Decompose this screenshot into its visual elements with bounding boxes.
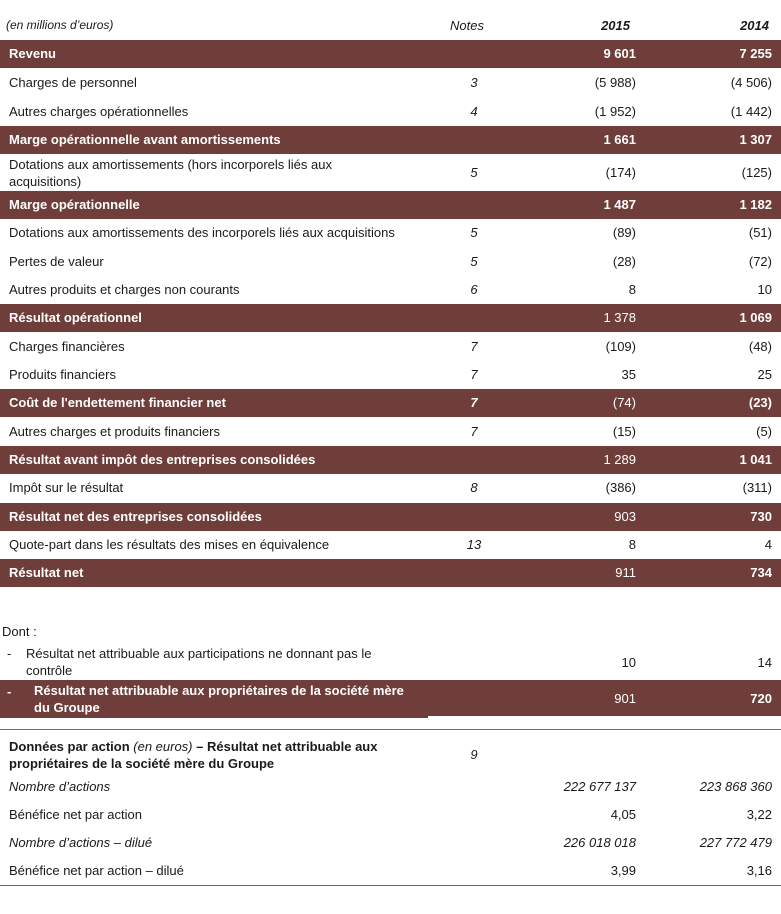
value-2015: 911 xyxy=(615,565,636,580)
value-2014: 4 xyxy=(764,537,772,552)
row-label: Marge opérationnelle xyxy=(9,197,140,212)
row-label: Résultat avant impôt des entreprises consolidées xyxy=(9,452,316,467)
value-2014: 1 182 xyxy=(739,197,772,212)
row-label: Dotations aux amortissements des incorporels liés aux acquisitions xyxy=(9,225,395,240)
subtotal-row xyxy=(0,503,781,531)
notes-header: Notes xyxy=(450,18,484,33)
row-note: 4 xyxy=(470,104,478,119)
year-2014-header: 2014 xyxy=(740,18,769,33)
value-2014: (48) xyxy=(748,339,772,354)
value-2014: (72) xyxy=(748,254,772,269)
per-share-row xyxy=(0,860,781,884)
subtotal-row xyxy=(0,559,781,587)
table-row xyxy=(0,361,781,389)
row-note: 7 xyxy=(470,424,478,439)
per-share-2014: 227 772 479 xyxy=(699,835,772,850)
table-row xyxy=(0,69,781,97)
value-2015: 9 601 xyxy=(603,46,636,61)
table-row xyxy=(0,418,781,446)
minority-2014: 14 xyxy=(757,655,772,670)
value-2015: (5 988) xyxy=(594,75,636,90)
value-2014: 7 255 xyxy=(739,46,772,61)
per-share-2015: 4,05 xyxy=(610,807,636,822)
row-label: Autres charges opérationnelles xyxy=(9,104,189,119)
value-2014: 1 069 xyxy=(739,310,772,325)
dont-intro: Dont : xyxy=(2,624,37,639)
value-2014: 1 307 xyxy=(739,132,772,147)
value-2015: (89) xyxy=(612,225,636,240)
row-label: Dotations aux amortissements (hors incorporels liés aux acquisitions) xyxy=(9,157,332,189)
row-label: Autres charges et produits financiers xyxy=(9,424,220,439)
row-note: 5 xyxy=(470,254,478,269)
row-note: 7 xyxy=(470,339,478,354)
value-2015: (74) xyxy=(612,395,636,410)
table-row xyxy=(0,474,781,502)
owners-row xyxy=(0,680,781,716)
per-share-row xyxy=(0,804,781,828)
table-row xyxy=(0,531,781,559)
value-2015: 1 289 xyxy=(603,452,636,467)
value-2014: (51) xyxy=(748,225,772,240)
value-2015: 903 xyxy=(614,509,636,524)
value-2015: 1 378 xyxy=(603,310,636,325)
table-row xyxy=(0,333,781,361)
dont-intro-row xyxy=(0,622,781,642)
row-label: Charges financières xyxy=(9,339,125,354)
value-2015: (386) xyxy=(605,480,636,495)
per-share-row xyxy=(0,776,781,800)
value-2014: (125) xyxy=(741,165,772,180)
per-share-2014: 3,16 xyxy=(746,863,772,878)
row-label: Revenu xyxy=(9,46,56,61)
row-note: 13 xyxy=(466,537,482,552)
row-label: Coût de l'endettement financier net xyxy=(9,395,226,410)
value-2014: (23) xyxy=(748,395,772,410)
table-row xyxy=(0,248,781,276)
value-2014: (311) xyxy=(742,480,772,495)
per-share-label: Nombre d’actions – dilué xyxy=(9,835,153,850)
subtotal-row xyxy=(0,126,781,154)
table-row xyxy=(0,276,781,304)
row-label: Charges de personnel xyxy=(9,75,137,90)
per-share-note: 9 xyxy=(470,747,478,762)
row-label: Pertes de valeur xyxy=(9,254,104,269)
row-label: Résultat opérationnel xyxy=(9,310,142,325)
per-share-2014: 3,22 xyxy=(746,807,772,822)
value-2014: 730 xyxy=(750,509,772,524)
per-share-2015: 3,99 xyxy=(610,863,636,878)
value-2015: (174) xyxy=(605,165,636,180)
minority-label: Résultat net attribuable aux participations ne donnant pas le contrôle xyxy=(26,646,372,678)
owners-label: Résultat net attribuable aux propriétaires de la société mère du Groupe xyxy=(34,683,404,715)
row-note: 3 xyxy=(470,75,478,90)
row-label: Impôt sur le résultat xyxy=(9,480,124,495)
per-share-2015: 226 018 018 xyxy=(563,835,636,850)
owners-2015: 901 xyxy=(614,691,636,706)
value-2014: 25 xyxy=(757,367,772,382)
value-2015: (15) xyxy=(612,424,636,439)
row-note: 8 xyxy=(470,480,478,495)
value-2015: (109) xyxy=(605,339,636,354)
value-2015: 35 xyxy=(621,367,636,382)
row-note: 7 xyxy=(470,367,478,382)
table-row xyxy=(0,98,781,126)
row-label: Produits financiers xyxy=(9,367,116,382)
per-share-2015: 222 677 137 xyxy=(563,779,636,794)
value-2015: 8 xyxy=(628,537,636,552)
value-2015: (1 952) xyxy=(594,104,636,119)
unit-label: (en millions d’euros) xyxy=(6,18,114,32)
per-share-title: Données par action (en euros) – Résultat net attribuable aux propriétaires de la société mère du Groupe xyxy=(9,739,378,771)
divider-bottom xyxy=(0,885,781,886)
year-2015-header: 2015 xyxy=(601,18,630,33)
subtotal-row xyxy=(0,389,781,417)
divider-top xyxy=(0,729,781,730)
row-label: Résultat net xyxy=(9,565,84,580)
value-2015: (28) xyxy=(612,254,636,269)
row-label: Quote-part dans les résultats des mises en équivalence xyxy=(9,537,330,552)
row-label: Résultat net des entreprises consolidées xyxy=(9,509,262,524)
value-2015: 1 661 xyxy=(603,132,636,147)
value-2014: (4 506) xyxy=(730,75,772,90)
value-2014: 734 xyxy=(750,565,772,580)
row-note: 5 xyxy=(470,165,478,180)
per-share-2014: 223 868 360 xyxy=(699,779,772,794)
per-share-label: Bénéfice net par action – dilué xyxy=(9,863,184,878)
row-label: Autres produits et charges non courants xyxy=(9,282,240,297)
row-label: Marge opérationnelle avant amortissements xyxy=(9,132,281,147)
table-row xyxy=(0,155,781,191)
subtotal-row xyxy=(0,40,781,68)
subtotal-row xyxy=(0,446,781,474)
value-2014: (5) xyxy=(756,424,772,439)
dash-marker: - xyxy=(7,684,12,699)
table-header xyxy=(0,12,781,36)
per-share-row xyxy=(0,832,781,856)
value-2015: 1 487 xyxy=(603,197,636,212)
table-row xyxy=(0,219,781,247)
subtotal-row xyxy=(0,304,781,332)
value-2015: 8 xyxy=(628,282,636,297)
per-share-label: Nombre d’actions xyxy=(9,779,111,794)
row-note: 7 xyxy=(470,395,478,410)
value-2014: 1 041 xyxy=(739,452,772,467)
per-share-label: Bénéfice net par action xyxy=(9,807,142,822)
row-note: 5 xyxy=(470,225,478,240)
value-2014: 10 xyxy=(757,282,772,297)
row-note: 6 xyxy=(470,282,478,297)
per-share-title-row xyxy=(0,736,781,774)
dash-marker: - xyxy=(7,646,12,661)
owners-2014: 720 xyxy=(750,691,772,706)
value-2014: (1 442) xyxy=(730,104,772,119)
subtotal-row xyxy=(0,191,781,219)
minority-row xyxy=(0,644,781,680)
minority-2015: 10 xyxy=(621,655,636,670)
